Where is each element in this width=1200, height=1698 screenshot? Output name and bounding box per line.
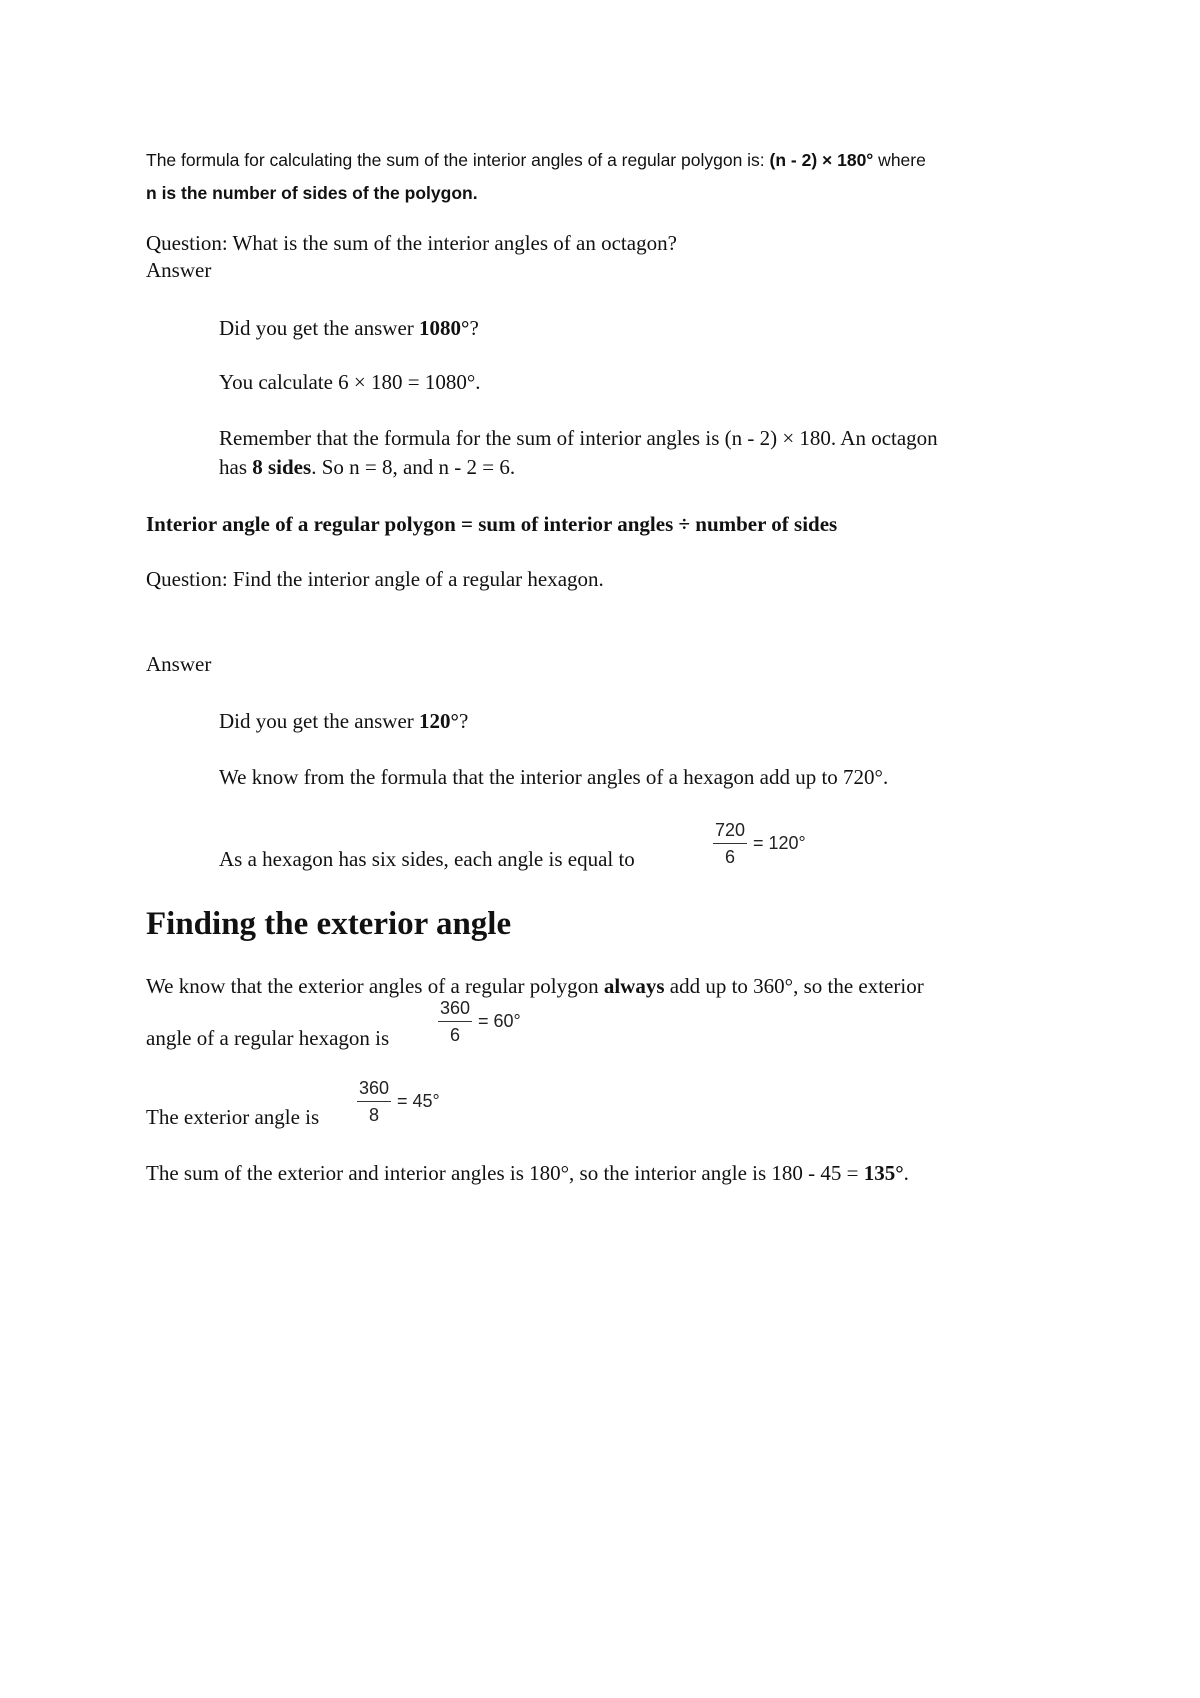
intro-line-1 [146, 147, 926, 173]
interior-angle-rule [146, 511, 837, 537]
intro-text-where: where [873, 150, 926, 170]
q1-answer-label: Answer [146, 258, 212, 282]
fraction-result: = 120° [753, 833, 806, 853]
q1-check-text: Did you get the answer [219, 316, 420, 340]
intro-text: The formula for calculating the sum of the interior angles of a regular polygon is: [146, 150, 770, 170]
fraction-bar [357, 1101, 391, 1102]
section-heading: Finding the exterior angle [146, 906, 512, 942]
interior-sum-formula: (n - 2) × 180° [769, 150, 874, 170]
q1-remember-rest: . So n = 8, and n - 2 = 6. [311, 455, 516, 479]
q1-answer-value: 1080° [419, 316, 470, 340]
fraction-denominator: 8 [368, 1105, 379, 1125]
fraction-result: = 45° [397, 1091, 440, 1111]
fraction-denominator: 6 [449, 1025, 460, 1045]
exterior-angle-label: The exterior angle is [146, 1105, 320, 1129]
q1-remember-line-1: Remember that the formula for the sum of interior angles is (n - 2) × 180. An octagon [219, 426, 938, 450]
sum-text: The sum of the exterior and interior angles is 180°, so the interior angle is 180 - 45 = [146, 1161, 864, 1185]
q2-check-qmark: ? [458, 709, 469, 733]
fraction-bar [713, 843, 747, 844]
q2-question: Question: Find the interior angle of a regular hexagon. [146, 567, 604, 591]
sum-conclusion [146, 1160, 909, 1186]
q1-check [219, 315, 479, 341]
exterior-line-1 [146, 973, 924, 999]
q2-answer-value: 120° [419, 709, 459, 733]
n-definition: is the number of sides of the polygon. [156, 183, 478, 203]
exterior-line-2: angle of a regular hexagon is [146, 1026, 390, 1050]
q2-check [219, 708, 468, 734]
fraction-bar [438, 1021, 472, 1022]
octagon-sides: 8 sides [252, 455, 312, 479]
q2-know: We know from the formula that the interior angles of a hexagon add up to 720°. [219, 765, 889, 789]
fraction-numerator: 360 [439, 998, 471, 1018]
fraction-numerator: 360 [358, 1078, 390, 1098]
q1-question: Question: What is the sum of the interior angles of an octagon? [146, 231, 677, 255]
q1-calc: You calculate 6 × 180 = 1080°. [219, 370, 481, 394]
q2-answer-label: Answer [146, 652, 212, 676]
n-variable: n [146, 183, 157, 203]
intro-line-2 [146, 180, 478, 206]
always-emphasis: always [603, 974, 665, 998]
q2-check-text: Did you get the answer [219, 709, 420, 733]
interior-angle-rule-text: Interior angle of a regular polygon = sum of interior angles ÷ number of sides [146, 512, 838, 536]
final-interior-angle: 135° [863, 1161, 904, 1185]
fraction-denominator: 6 [724, 847, 735, 867]
q1-check-qmark: ? [469, 316, 479, 340]
q1-remember-line-2 [219, 454, 515, 480]
fraction-numerator: 720 [714, 820, 746, 840]
sum-period: . [903, 1161, 909, 1185]
exterior-text-a: We know that the exterior angles of a regular polygon [146, 974, 604, 998]
q1-remember-has: has [219, 455, 253, 479]
exterior-text-b: add up to 360°, so the exterior [664, 974, 924, 998]
fraction-result: = 60° [478, 1011, 521, 1031]
q2-each: As a hexagon has six sides, each angle is equal to [219, 847, 635, 871]
